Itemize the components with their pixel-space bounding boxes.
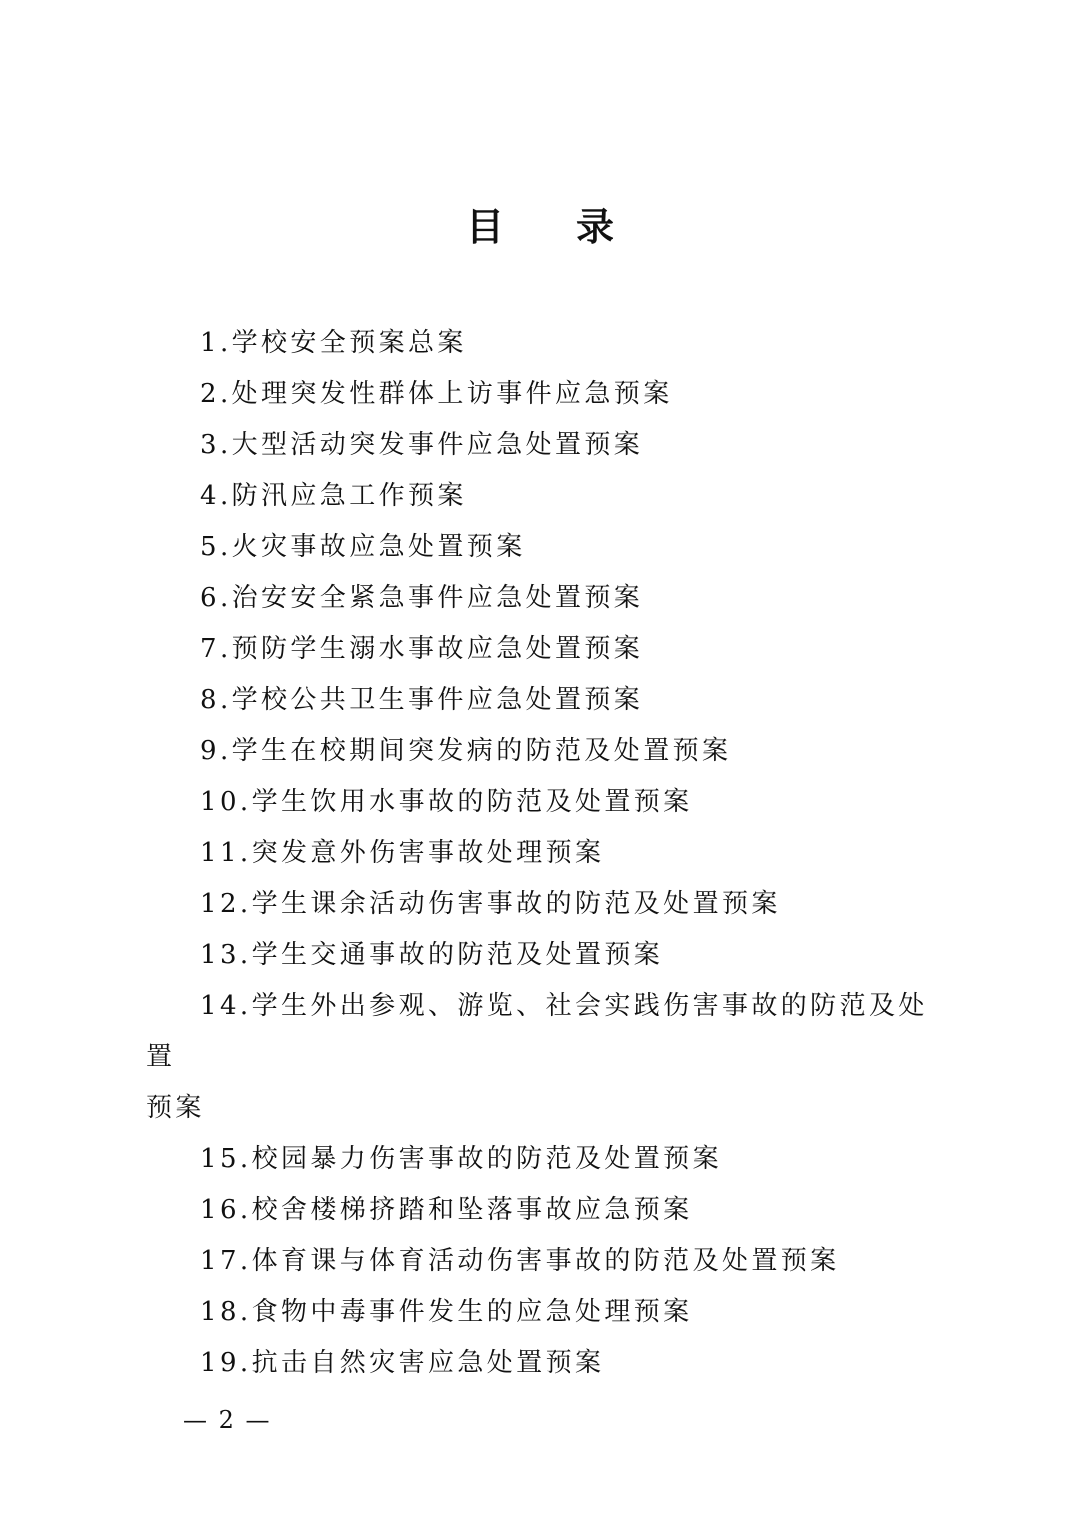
toc-item-19 [0,1338,1080,1389]
toc-item-first-line [146,981,946,1083]
toc-item-7 [0,624,1080,675]
toc-item-10 [0,777,1080,828]
toc-item-number: 8. [200,685,232,715]
toc-item-number: 9. [200,736,232,766]
toc-item-8 [0,675,1080,726]
page-number: — 2 — [183,1406,272,1434]
toc-item-1 [0,318,1080,369]
toc-item-13 [0,930,1080,981]
toc-item-6 [0,573,1080,624]
toc-item-number: 6. [200,583,232,613]
toc-item-number: 11. [200,838,252,868]
toc-item-text: 学校安全预案总案 [231,328,467,358]
toc-item-number: 2. [200,379,232,409]
toc-item-number: 14. [200,991,252,1021]
toc-item-11 [0,828,1080,879]
toc-item-text: 火灾事故应急处置预案 [231,532,526,562]
toc-item-15 [0,1134,1080,1185]
toc-item-9 [0,726,1080,777]
toc-item-text: 校舍楼梯挤踏和坠落事故应急预案 [251,1195,693,1225]
title-char-2: 录 [576,204,615,249]
toc-item-text: 学生课余活动伤害事故的防范及处置预案 [251,889,781,919]
toc-item-text: 学生饮用水事故的防范及处置预案 [251,787,693,817]
table-of-contents [0,318,1080,1389]
toc-item-number: 19. [200,1348,252,1378]
toc-item-number: 13. [200,940,252,970]
toc-item-text: 突发意外伤害事故处理预案 [251,838,605,868]
toc-item-text-continued: 预案 [146,1093,205,1123]
toc-item-number: 1. [200,328,232,358]
toc-item-number: 5. [200,532,232,562]
toc-item-text: 学校公共卫生事件应急处置预案 [231,685,644,715]
toc-item-16 [0,1185,1080,1236]
page-title [0,196,1080,251]
toc-item-number: 3. [200,430,232,460]
toc-item-4 [0,471,1080,522]
toc-item-number: 10. [200,787,252,817]
toc-item-3 [0,420,1080,471]
toc-item-text: 抗击自然灾害应急处置预案 [251,1348,605,1378]
toc-item-number: 15. [200,1144,252,1174]
toc-item-text: 学生外出参观、游览、社会实践伤害事故的防范及处置 [146,991,928,1072]
toc-item-17 [0,1236,1080,1287]
toc-item-text: 学生交通事故的防范及处置预案 [251,940,664,970]
toc-item-2 [0,369,1080,420]
toc-item-number: 7. [200,634,232,664]
toc-item-number: 18. [200,1297,252,1327]
toc-item-text: 处理突发性群体上访事件应急预案 [231,379,673,409]
toc-item-number: 4. [200,481,232,511]
toc-item-text: 防汛应急工作预案 [231,481,467,511]
toc-item-text: 预防学生溺水事故应急处置预案 [231,634,644,664]
toc-item-14 [0,981,946,1134]
toc-item-number: 17. [200,1246,252,1276]
toc-item-text: 体育课与体育活动伤害事故的防范及处置预案 [251,1246,840,1276]
toc-item-text: 学生在校期间突发病的防范及处置预案 [231,736,732,766]
toc-item-text: 校园暴力伤害事故的防范及处置预案 [251,1144,722,1174]
toc-item-text: 治安安全紧急事件应急处置预案 [231,583,644,613]
toc-item-12 [0,879,1080,930]
toc-item-number: 12. [200,889,252,919]
toc-item-18 [0,1287,1080,1338]
title-char-1: 目 [465,204,504,249]
toc-item-5 [0,522,1080,573]
toc-item-number: 16. [200,1195,252,1225]
toc-item-text: 大型活动突发事件应急处置预案 [231,430,644,460]
toc-item-text: 食物中毒事件发生的应急处理预案 [251,1297,693,1327]
